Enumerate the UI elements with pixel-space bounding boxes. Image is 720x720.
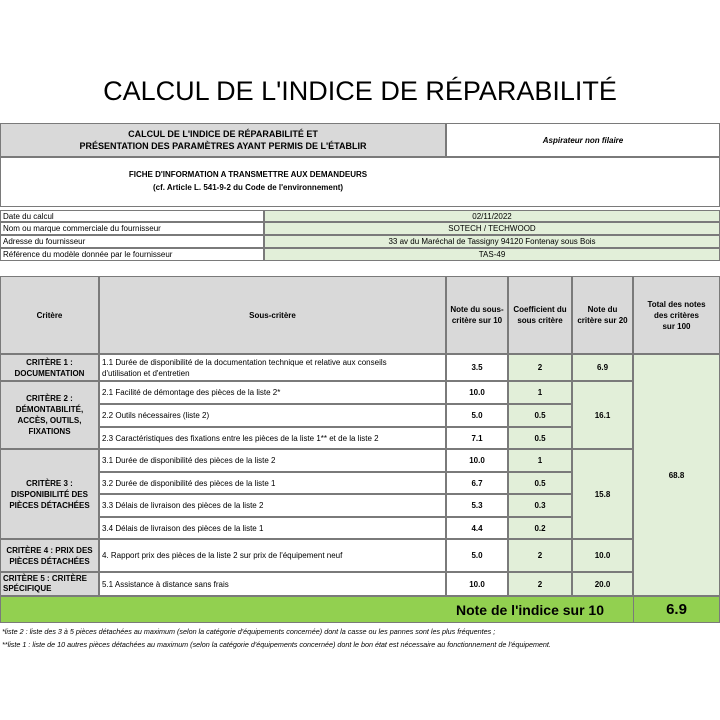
header-critere: Critère — [0, 276, 99, 354]
note-2-1: 10.0 — [446, 381, 508, 404]
criterion-1-score: 6.9 — [572, 354, 633, 381]
coef-3-3: 0.3 — [508, 494, 572, 517]
criterion-5-score: 20.0 — [572, 572, 633, 596]
criterion-2 — [0, 381, 99, 449]
criterion-3-score: 15.8 — [572, 449, 633, 539]
subcriterion-2-3: 2.3 Caractéristiques des fixations entre les pièces de la liste 1** et de la liste 2 — [99, 427, 446, 449]
criterion-5-line1: CRITÈRE 5 : CRITÈRE — [3, 574, 88, 583]
criterion-1-line2: DOCUMENTATION — [14, 368, 85, 378]
info-label-address: Adresse du fournisseur — [0, 235, 264, 248]
coef-5-1: 2 — [508, 572, 572, 596]
header-title-line2: PRÉSENTATION DES PARAMÈTRES AYANT PERMIS DE L'ÉTABLIR — [79, 141, 367, 151]
subcriterion-3-4: 3.4 Délais de livraison des pièces de la liste 1 — [99, 517, 446, 539]
final-label: Note de l'indice sur 10 — [455, 601, 604, 618]
header-title — [0, 123, 446, 157]
criterion-5-line2: SPÉCIFIQUE — [3, 584, 52, 593]
header-coefficient — [508, 276, 572, 354]
note-3-1: 10.0 — [446, 449, 508, 472]
subcriterion-2-1: 2.1 Facilité de démontage des pièces de la liste 2* — [99, 381, 446, 404]
note-2-3: 7.1 — [446, 427, 508, 449]
note-3-3: 5.3 — [446, 494, 508, 517]
coef-3-1: 1 — [508, 449, 572, 472]
info-label-brand: Nom ou marque commerciale du fournisseur — [0, 222, 264, 235]
subcriterion-3-1: 3.1 Durée de disponibilité des pièces de la liste 2 — [99, 449, 446, 472]
coef-2-1: 1 — [508, 381, 572, 404]
info-value-address: 33 av du Maréchal de Tassigny 94120 Fontenay sous Bois — [264, 235, 720, 248]
header-coef-line2: sous critère — [517, 316, 563, 325]
coef-3-4: 0.2 — [508, 517, 572, 539]
criterion-2-line4: FIXATIONS — [28, 427, 71, 436]
info-label-date: Date du calcul — [0, 210, 264, 222]
criterion-3-line2: DISPONIBILITÉ DES — [11, 489, 88, 499]
criterion-2-line3: ACCÈS, OUTILS, — [17, 416, 82, 425]
criterion-1 — [0, 354, 99, 381]
criterion-3 — [0, 449, 99, 539]
final-score: 6.9 — [633, 596, 720, 623]
subcriterion-2-2: 2.2 Outils nécessaires (liste 2) — [99, 404, 446, 427]
coef-4: 2 — [508, 539, 572, 572]
header-total-line2: des critères — [654, 310, 699, 320]
criterion-4-line1: CRITÈRE 4 : PRIX DES — [6, 545, 93, 555]
coef-3-2: 0.5 — [508, 472, 572, 494]
total-score: 68.8 — [633, 354, 720, 596]
subcriterion-5-1: 5.1 Assistance à distance sans frais — [99, 572, 446, 596]
product-type: Aspirateur non filaire — [446, 123, 720, 157]
note-1-1: 3.5 — [446, 354, 508, 381]
footnote-liste2: *liste 2 : liste des 3 à 5 pièces détachées au maximum (selon la catégorie d'équipements concernée) dont la casse ou les pannes sont les plus fréquentes ; — [2, 627, 496, 636]
coef-1-1: 2 — [508, 354, 572, 381]
header-total-line1: Total des notes — [647, 299, 706, 309]
info-value-reference: TAS-49 — [264, 248, 720, 261]
info-label-reference: Référence du modèle donnée par le fournisseur — [0, 248, 264, 261]
criterion-2-line2: DÉMONTABILITÉ, — [15, 405, 84, 414]
criterion-4-line2: PIÈCES DÉTACHÉES — [9, 556, 90, 566]
criterion-4 — [0, 539, 99, 572]
subcriterion-3-3: 3.3 Délais de livraison des pièces de la liste 2 — [99, 494, 446, 517]
note-2-2: 5.0 — [446, 404, 508, 427]
header-coef-line1: Coefficient du — [513, 305, 567, 314]
criterion-3-line1: CRITÈRE 3 : — [26, 478, 73, 488]
header-note-sous-line1: Note du sous- — [450, 305, 504, 314]
header-total-line3: sur 100 — [662, 321, 691, 331]
criterion-2-line1: CRITÈRE 2 : — [26, 394, 73, 403]
header-title-line1: CALCUL DE L'INDICE DE RÉPARABILITÉ ET — [128, 129, 318, 139]
subcriterion-3-2: 3.2 Durée de disponibilité des pièces de la liste 1 — [99, 472, 446, 494]
header-sous-critere: Sous-critère — [99, 276, 446, 354]
note-3-4: 4.4 — [446, 517, 508, 539]
criterion-1-line1: CRITÈRE 1 : — [26, 357, 73, 367]
note-5-1: 10.0 — [446, 572, 508, 596]
final-row — [0, 596, 720, 623]
note-4: 5.0 — [446, 539, 508, 572]
criterion-4-score: 10.0 — [572, 539, 633, 572]
header-note-crit-line2: critère sur 20 — [577, 316, 628, 325]
info-value-brand: SOTECH / TECHWOOD — [264, 222, 720, 235]
coef-2-2: 0.5 — [508, 404, 572, 427]
header-note-sous-critere — [446, 276, 508, 354]
subcriterion-1-1-line2: d'utilisation et d'entretien — [102, 368, 190, 378]
header-note-critere — [572, 276, 633, 354]
header-note-crit-line1: Note du — [587, 305, 618, 314]
note-3-2: 6.7 — [446, 472, 508, 494]
criterion-3-line3: PIÈCES DÉTACHÉES — [9, 500, 90, 510]
coef-2-3: 0.5 — [508, 427, 572, 449]
page-title: CALCUL DE L'INDICE DE RÉPARABILITÉ — [103, 76, 617, 106]
fiche-line1: FICHE D'INFORMATION A TRANSMETTRE AUX DEMANDEURS — [128, 170, 368, 179]
header-total — [633, 276, 720, 354]
fiche-line2: (cf. Article L. 541-9-2 du Code de l'environnement) — [152, 183, 344, 192]
subcriterion-4: 4. Rapport prix des pièces de la liste 2 sur prix de l'équipement neuf — [99, 539, 446, 572]
subcriterion-1-1 — [99, 354, 446, 381]
criterion-2-score: 16.1 — [572, 381, 633, 449]
info-value-date: 02/11/2022 — [264, 210, 720, 222]
subcriterion-1-1-line1: 1.1 Durée de disponibilité de la documentation technique et relative aux conseils — [102, 357, 387, 367]
footnote-liste1: **liste 1 : liste de 10 autres pièces détachées au maximum (selon la catégorie d'équipements concernée) dont le bon état est nécessaire au fonctionnement de l'équipement. — [2, 640, 551, 649]
criterion-5 — [0, 572, 99, 596]
header-note-sous-line2: critère sur 10 — [451, 316, 503, 325]
